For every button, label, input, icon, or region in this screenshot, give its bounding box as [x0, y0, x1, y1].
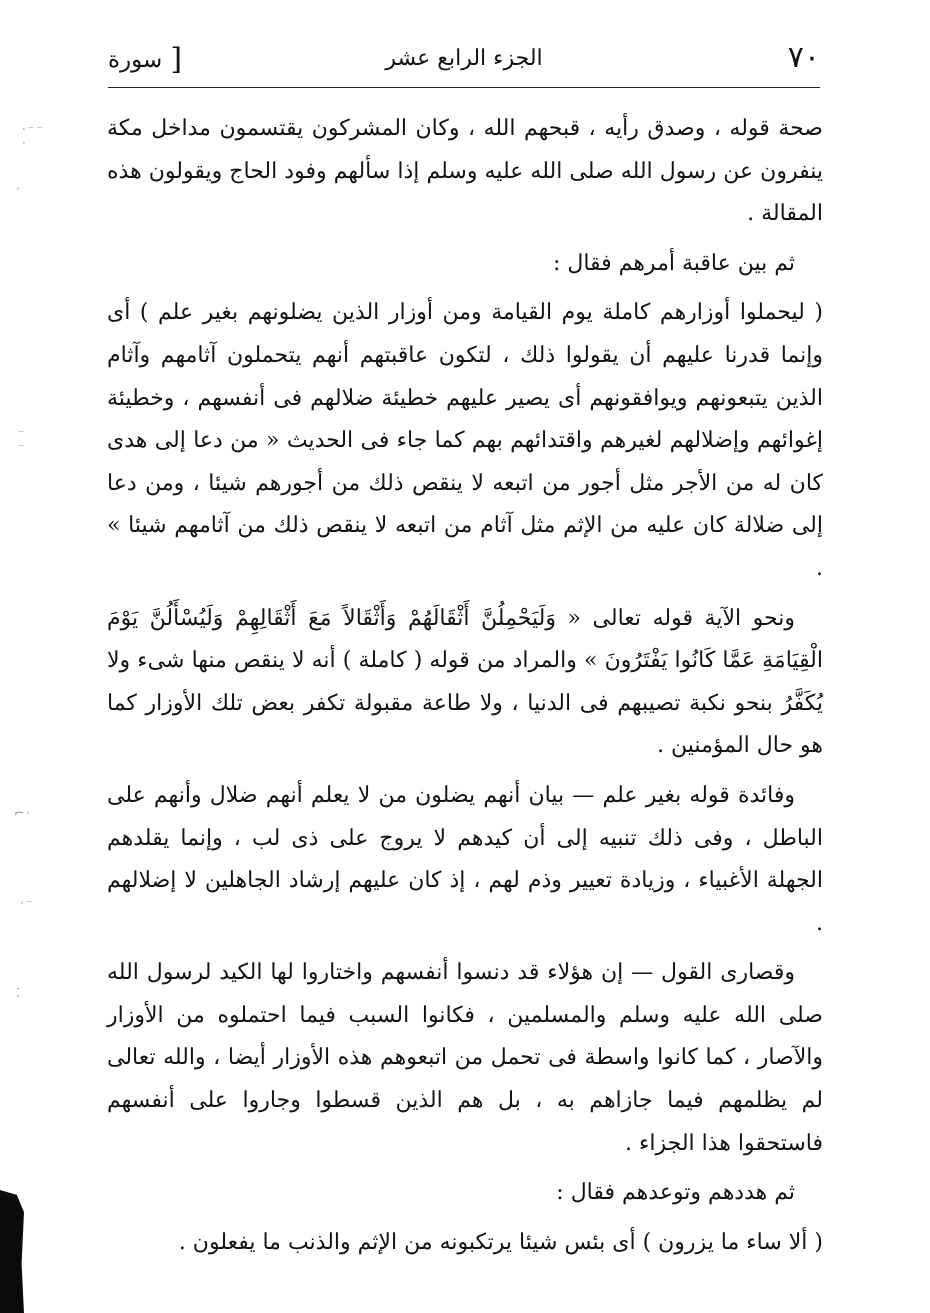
- scan-speck: ·⁻⁻ ·: [22, 122, 45, 150]
- binding-shadow: [0, 1190, 24, 1313]
- header-rule: [108, 87, 820, 88]
- paragraph-7: ثم هددهم وتوعدهم فقال :: [556, 1180, 795, 1206]
- running-title: الجزء الرابع عشر: [385, 46, 543, 71]
- page-header: [108, 34, 820, 92]
- paragraph-3: ( ليحملوا أوزارهم كاملة يوم القيامة ومن أوزار الذين يضلونهم بغير علم ) أى وإنما قدرنا عليهم أن يقولوا ذلك ، لتكون عاقبتهم أنهم يتحملون آثامهم وآثام الذين يتبعونهم ويوافقونهم أى يصير عليهم خطيئة ضلالهم فى أنفسهم ، وخطيئة إغوائهم وإضلالهم لغيرهم واقتدائهم بهم كما جاء فى الحديث « من دعا إلى هدى كان له من الأجر مثل أجور من اتبعه لا ينقص ذلك من أجورهم شيئا ، ومن دعا إلى ضلالة كان عليه من الإثم مثل آثام من اتبعه لا ينقص ذلك من آثامهم شيئا » .: [107, 300, 823, 581]
- paragraph-5: وفائدة قوله بغير علم — بيان أنهم يضلون من لا يعلم أنهم ضلال وأنهم على الباطل ، وفى ذلك تنبيه إلى أن كيدهم لا يروج على ذى لب ، وإنما يقلدهم الجهلة الأغبياء ، وزيادة تعيير وذم لهم ، إذ كان عليهم إرشاد الجاهلين لا إضلالهم .: [107, 782, 823, 936]
- scan-speck: ⌐·: [14, 806, 32, 820]
- surah-label-group: [108, 42, 182, 76]
- scan-speck: ⁻ ⁻: [18, 426, 27, 454]
- paragraph-2: ثم بين عاقبة أمرهم فقال :: [552, 250, 795, 276]
- scan-speck: ·: [16, 182, 22, 196]
- paragraph-1: صحة قوله ، وصدق رأيه ، قبحهم الله ، وكان المشركون يقتسمون مداخل مكة ينفرون عن رسول الله صلى الله عليه وسلم إذا سألهم وفود الحاج ويقولون هذه المقالة .: [107, 116, 823, 227]
- body-text: [107, 108, 823, 1271]
- paragraph-6: وقصارى القول — إن هؤلاء قد دنسوا أنفسهم واختاروا لها الكيد لرسول الله صلى الله عليه وسلم والمسلمين ، فكانوا السبب فيما احتملوه من الأوزار والآصار ، كما كانوا واسطة فى تحمل من اتبعوهم هذه الأوزار أيضا ، والله تعالى لم يظلمهم فيما جازاهم به ، بل هم الذين قسطوا وجاروا على أنفسهم فاستحقوا هذا الجزاء .: [107, 960, 823, 1156]
- page-number: ٧٠: [787, 40, 820, 75]
- scan-speck: ⁚: [16, 986, 22, 1000]
- paragraph-8: ( ألا ساء ما يزرون ) أى بئس شيئا يرتكبونه من الإثم والذنب ما يفعلون .: [178, 1229, 823, 1255]
- header-bracket: [: [170, 42, 183, 77]
- scan-speck: ·⁻: [20, 896, 35, 910]
- surah-label: سورة: [108, 47, 163, 73]
- paragraph-4: ونحو الآية قوله تعالى « وَلَيَحْمِلُنَّ أَثْقَالَهُمْ وَأَثْقَالاً مَعَ أَثْقَالِهِمْ وَلَيُسْأَلُنَّ يَوْمَ الْقِيَامَةِ عَمَّا كَانُوا يَفْتَرُونَ » والمراد من قوله ( كاملة ) أنه لا ينقص منها شىء ولا يُكَفَّرُ بنحو نكبة تصيبهم فى الدنيا ، ولا طاعة مقبولة تكفر بعض تلك الأوزار كما هو حال المؤمنين .: [107, 605, 823, 759]
